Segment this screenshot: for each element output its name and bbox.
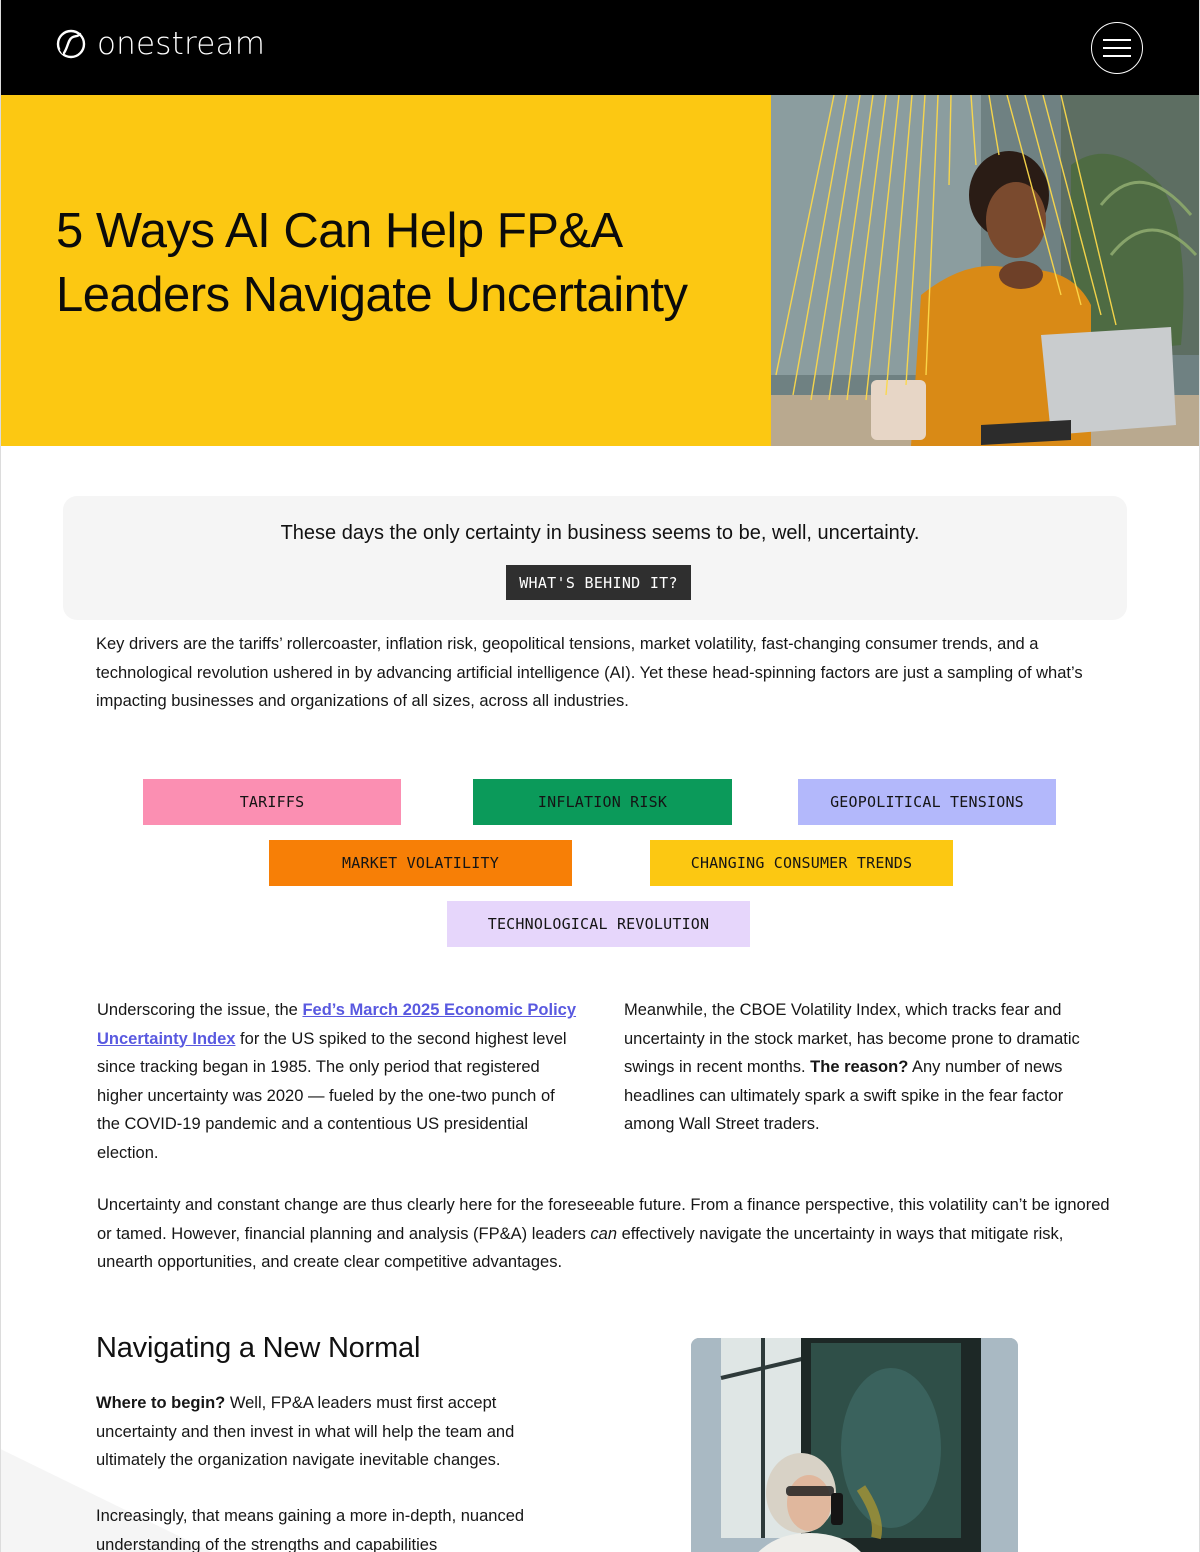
hamburger-menu-icon-line bbox=[1103, 47, 1131, 49]
tag-technological-revolution bbox=[447, 901, 750, 947]
tag-geopolitical-tensions bbox=[798, 779, 1056, 825]
right-column-bold: The reason? bbox=[810, 1058, 909, 1076]
tag-label: MARKET VOLATILITY bbox=[342, 854, 499, 872]
uncertainty-paragraph bbox=[97, 1191, 1117, 1277]
hamburger-menu-icon-line bbox=[1103, 55, 1131, 57]
section-paragraph-2: Increasingly, that means gaining a more in-depth, nuanced understanding of the strengths and capabilities bbox=[96, 1507, 525, 1552]
whats-behind-it-button[interactable]: WHAT'S BEHIND IT? bbox=[506, 565, 691, 600]
section-photo bbox=[691, 1338, 1018, 1552]
section-p1-bold: Where to begin? bbox=[96, 1394, 226, 1412]
right-column-rest: Any number of news headlines can ultimately spark a swift spike in the fear factor among Wall Street traders. bbox=[624, 1058, 1064, 1133]
left-column-lead: Underscoring the issue, the bbox=[97, 1001, 303, 1019]
tag-label: CHANGING CONSUMER TRENDS bbox=[690, 854, 913, 872]
page-title bbox=[56, 199, 766, 327]
wide-part-1: Uncertainty and constant change are thus clearly here for the foreseeable future. From a finance perspective, this volatility can’t be ignored or tamed. However, financial planning and analysis (FP&A) leaders bbox=[97, 1196, 1110, 1243]
section-paragraph-1 bbox=[96, 1389, 556, 1475]
section-p1-rest: Well, FP&A leaders must first accept uncertainty and then invest in what will help the team and ultimately the organization navigate inevitable changes. bbox=[96, 1394, 515, 1469]
tag-label: TARIFFS bbox=[239, 793, 305, 811]
section-photo-illustration bbox=[691, 1338, 1018, 1552]
tag-label: TECHNOLOGICAL REVOLUTION bbox=[487, 915, 710, 933]
left-column-rest: for the US spiked to the second highest level since tracking began in 1985. The only period that registered higher uncertainty was 2020 — fueled by the one-two punch of the COVID-19 pandemic and a contentious US presidential election. bbox=[97, 1029, 567, 1162]
brand-logo[interactable] bbox=[55, 26, 265, 62]
wide-italic: can bbox=[590, 1224, 618, 1243]
callout-text: These days the only certainty in business seems to be, well, uncertainty. bbox=[280, 522, 920, 544]
hero-banner bbox=[1, 95, 1200, 446]
left-column-paragraph bbox=[97, 996, 577, 1167]
site-header bbox=[1, 0, 1200, 95]
tag-label: INFLATION RISK bbox=[537, 793, 668, 811]
title-line-2: Leaders Navigate Uncertainty bbox=[56, 268, 688, 322]
tag-inflation-risk bbox=[473, 779, 732, 825]
wide-part-2: effectively navigate the uncertainty in ways that mitigate risk, unearth opportunities, and create clear competitive advantages. bbox=[97, 1224, 1064, 1271]
intro-paragraph: Key drivers are the tariffs’ rollercoaster, inflation risk, geopolitical tensions, market volatility, fast-changing consumer trends, and a technological revolution ushered in by advancing artificial intelligence (AI). Yet these head-spinning factors are just a sampling of what’s impacting businesses and organizations of all sizes, across all industries. bbox=[96, 635, 1083, 710]
right-column-lead: Meanwhile, the CBOE Volatility Index, which tracks fear and uncertainty in the stock market, has become prone to dramatic swings in recent months. bbox=[624, 1001, 1080, 1076]
tag-tariffs bbox=[143, 779, 401, 825]
section-title: Navigating a New Normal bbox=[96, 1332, 421, 1364]
intro-callout bbox=[63, 496, 1127, 620]
fed-uncertainty-index-link[interactable]: Fed’s March 2025 Economic Policy Uncertainty Index bbox=[97, 1001, 577, 1048]
hamburger-menu-icon bbox=[1103, 39, 1131, 41]
tag-changing-consumer-trends bbox=[650, 840, 953, 886]
tag-market-volatility bbox=[269, 840, 572, 886]
right-column-paragraph bbox=[624, 996, 1114, 1139]
brand-name: onestream bbox=[97, 26, 266, 62]
onestream-logo-icon bbox=[55, 28, 87, 60]
hero-photo-illustration bbox=[771, 95, 1200, 446]
menu-button[interactable] bbox=[1091, 22, 1143, 74]
hero-photo bbox=[771, 95, 1200, 446]
tag-label: GEOPOLITICAL TENSIONS bbox=[830, 793, 1024, 811]
title-line-1: 5 Ways AI Can Help FP&A bbox=[56, 204, 623, 258]
